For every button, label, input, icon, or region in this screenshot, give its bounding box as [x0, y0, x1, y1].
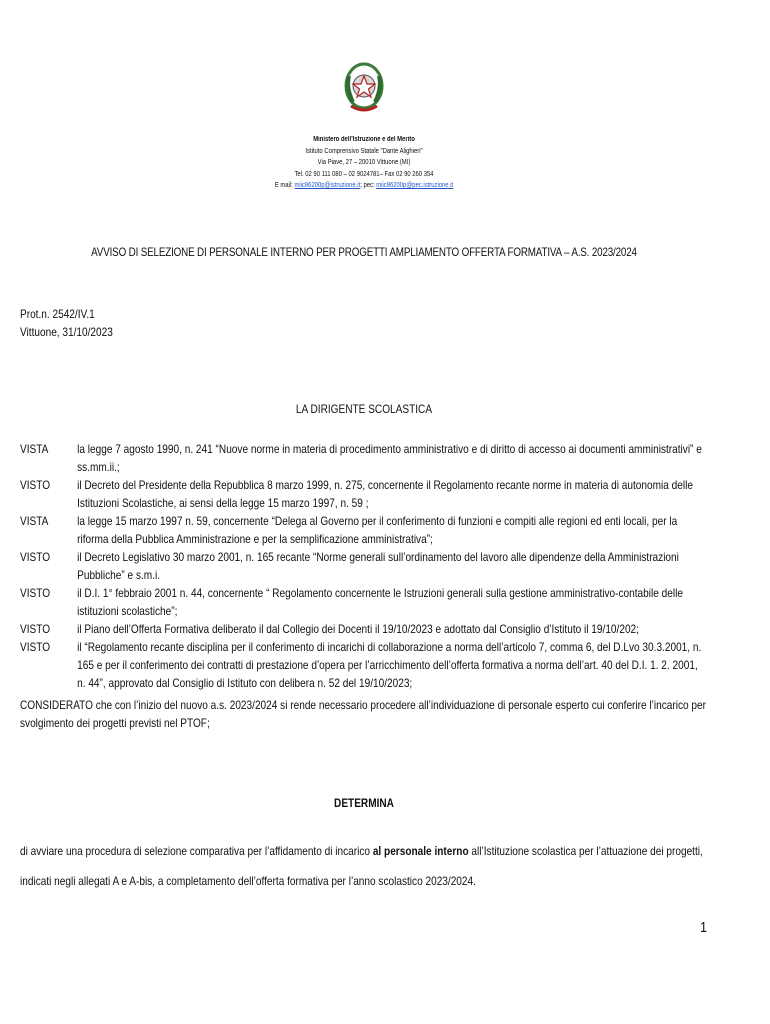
determina-text-before: di avviare una procedura di selezione comparativa per l’affidamento di incarico [20, 844, 371, 858]
email-prefix: E mail: [274, 182, 293, 189]
determina-text-after: all’Istituzione scolastica per l’attuazione dei progetti, indicati negli allegati A e A-bis, a completamento dell’offerta formativa per l’anno scolastico 2023/2024. [20, 844, 703, 888]
page-number: 1 [700, 919, 708, 936]
ministry-name: Ministero dell’Istruzione e del Merito [313, 136, 415, 143]
considerato-paragraph: CONSIDERATO che con l’inizio del nuovo a.s. 2023/2024 si rende necessario procedere all’individuazione di personale esperto cui conferire l’incarico per svolgimento dei progetti previsti nel PTOF; [20, 698, 707, 730]
school-letterhead [58, 134, 670, 192]
visto-label: VISTO [20, 586, 51, 600]
pec-link[interactable]: miic86200p@pec.istruzione.it [376, 182, 454, 189]
visto-text: il Decreto del Presidente della Repubblica 8 marzo 1999, n. 275, concernente il Regolamento recante norme in materia di autonomia delle Istituzioni Scolastiche, ai sensi della legge 15 marzo 1997, n. 59 ; [77, 478, 693, 510]
school-name: Istituto Comprensivo Statale "Dante Alighieri" [305, 147, 423, 155]
visto-row [20, 638, 709, 692]
determina-heading: DETERMINA [334, 796, 394, 810]
determina-text-bold: al personale interno [372, 844, 469, 858]
visto-row [20, 584, 709, 620]
school-address: Via Piave, 27 – 20010 Vittuone (MI) [317, 159, 411, 166]
school-contacts [58, 180, 670, 192]
notice-title: AVVISO DI SELEZIONE DI PERSONALE INTERNO PER PROGETTI AMPLIAMENTO OFFERTA FORMATIVA – A.S. 2023/2024 [91, 245, 637, 259]
visto-label: VISTA [20, 442, 49, 456]
visti-list [20, 440, 709, 692]
visto-row [20, 476, 709, 512]
school-phone: Tel. 02 90 111 080 – 02 9024781– Fax 02 90 260 354 [294, 170, 434, 178]
visto-label: VISTO [20, 622, 51, 636]
visto-text: il Decreto Legislativo 30 marzo 2001, n. 165 recante “Norme generali sull’ordinamento del lavoro alle dipendenze della Amministrazioni Pubbliche” e s.m.i. [77, 550, 679, 582]
place-date: Vittuone, 31/10/2023 [20, 325, 113, 339]
visto-row [20, 620, 709, 638]
visto-text: il “Regolamento recante disciplina per il conferimento di incarichi di collaborazione a norma dell’articolo 7, comma 6, del D.Lvo 30.3.2001, n. 165 e per il conferimento dei contratti di prestazione d’opera per l’arricchimento dell’offerta formativa a norma dell’art. 40 del D.I. 1. 2. 2001, n. 44”, approvato dal Consiglio di Istituto con delibera n. 52 del 19/10/2023; [77, 640, 702, 690]
italian-republic-emblem-icon [343, 56, 385, 118]
visto-label: VISTO [20, 550, 51, 564]
dirigente-heading: LA DIRIGENTE SCOLASTICA [295, 402, 433, 416]
visto-row [20, 512, 709, 548]
protocol-block [20, 305, 113, 341]
visto-text: la legge 7 agosto 1990, n. 241 “Nuove norme in materia di procedimento amministrativo e di diritto di accesso ai documenti amministrativi” e ss.mm.ii.; [77, 442, 702, 474]
visto-text: il Piano dell’Offerta Formativa deliberato il dal Collegio dei Docenti il 19/10/2023 e adottato dal Consiglio d’Istituto il 19/10/202; [77, 622, 639, 636]
visto-text: il D.I. 1° febbraio 2001 n. 44, concernente “ Regolamento concernente le Istruzioni generali sulla gestione amministrativo-contabile delle istituzioni scolastiche”; [77, 586, 683, 618]
visto-label: VISTA [20, 514, 49, 528]
visto-label: VISTO [20, 478, 51, 492]
protocol-number: Prot.n. 2542/IV.1 [20, 307, 95, 321]
determina-paragraph [20, 836, 726, 896]
visto-row [20, 548, 709, 584]
visto-row [20, 440, 709, 476]
visto-label: VISTO [20, 640, 51, 654]
pec-prefix: ; pec: [360, 182, 375, 189]
visto-text: la legge 15 marzo 1997 n. 59, concernente “Delega al Governo per il conferimento di funzioni e compiti alle regioni ed enti locali, per la riforma della Pubblica Amministrazione e per la semplificazione amministrativa”; [77, 514, 678, 546]
email-link[interactable]: miic86200p@istruzione.it [294, 182, 361, 189]
